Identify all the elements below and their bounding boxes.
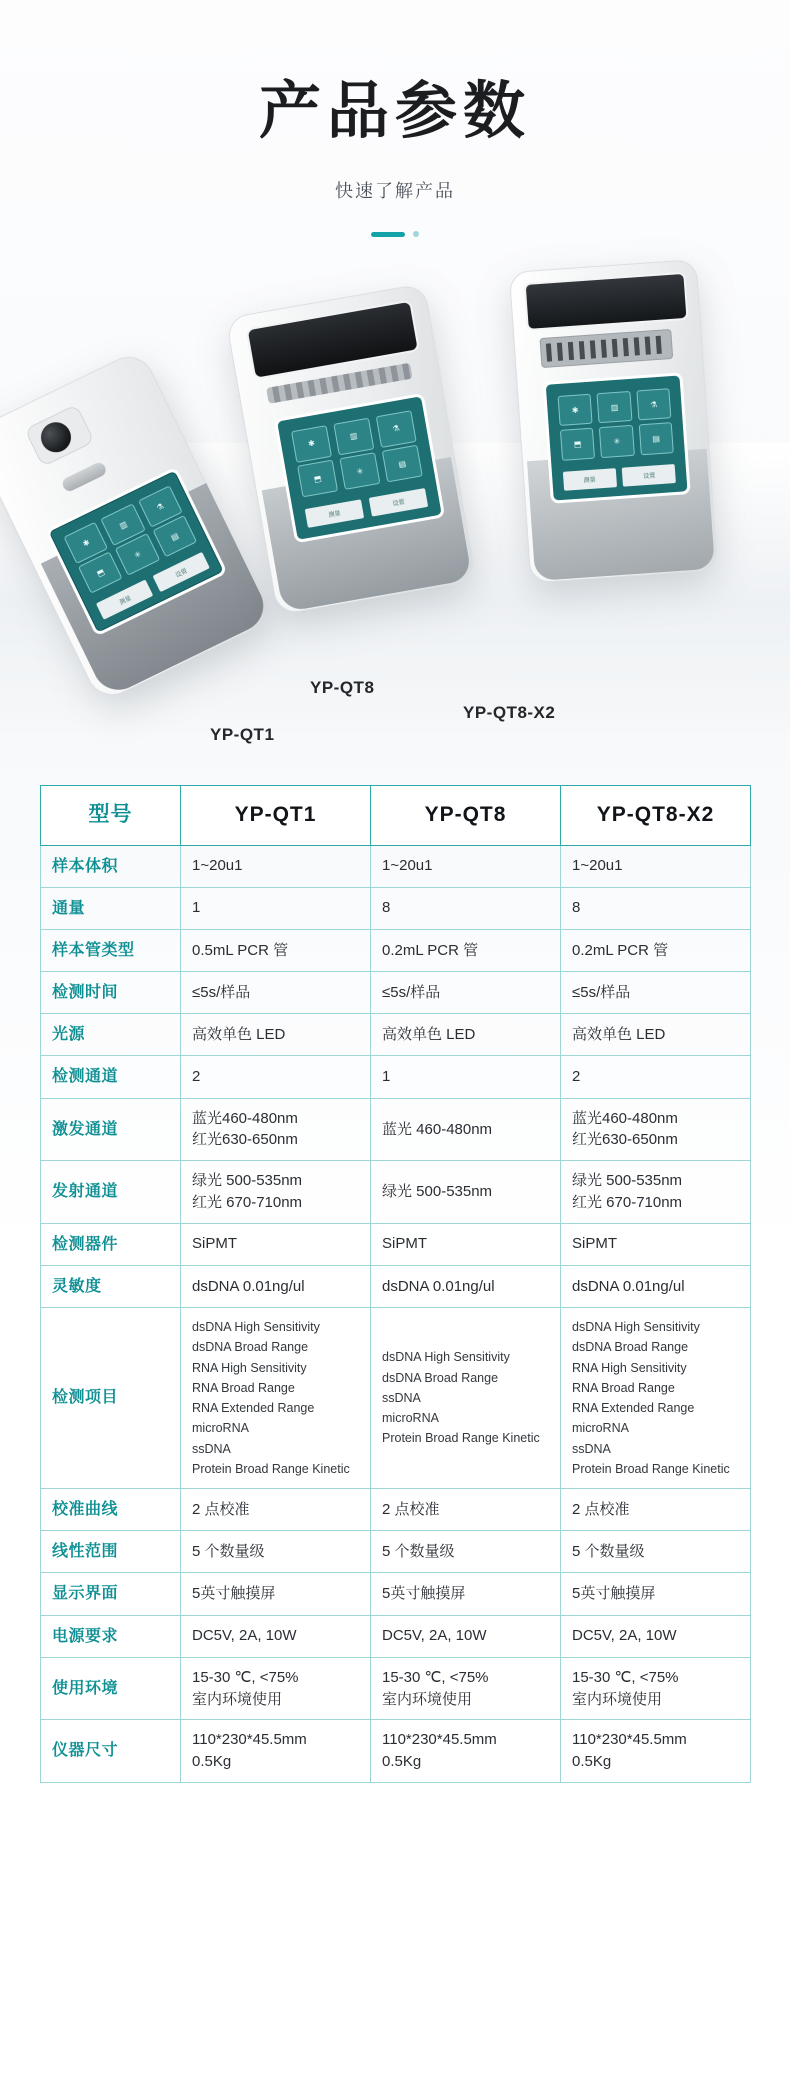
screen-menu-cell: ⬒ [297,460,339,498]
screen-footer-button: 设置 [152,552,210,592]
table-cell: 2 点校准 [561,1489,751,1531]
table-row [41,845,751,887]
screen-menu-cell: ⬒ [560,427,596,460]
table-cell: 8 [371,887,561,929]
screen-menu-cell: ▤ [152,515,197,557]
table-cell: DC5V, 2A, 10W [181,1615,371,1657]
table-cell: 2 点校准 [371,1489,561,1531]
screen-menu-cell: ▤ [638,422,674,455]
table-cell: 15-30 ℃, <75% 室内环境使用 [371,1657,561,1720]
screen-menu-cell: ⚗ [375,410,417,448]
table-cell: 2 [181,1056,371,1098]
table-cell: 2 点校准 [181,1489,371,1531]
table-row [41,1223,751,1265]
table-cell: 1~20u1 [561,845,751,887]
table-cell: 蓝光460-480nm 红光630-650nm [561,1098,751,1161]
table-cell: 5 个数量级 [181,1531,371,1573]
row-label: 检测器件 [41,1223,181,1265]
screen-footer-button: 测量 [304,500,364,529]
table-cell: 绿光 500-535nm 红光 670-710nm [181,1161,371,1224]
screen-menu-cell: ⚗ [636,388,672,421]
indicator-dot [413,231,419,237]
row-label: 样本体积 [41,845,181,887]
indicator-active-bar [371,232,405,237]
table-row [41,1098,751,1161]
table-row [41,1657,751,1720]
table-cell: 0.2mL PCR 管 [371,929,561,971]
column-header-yp-qt1: YP-QT1 [181,786,371,845]
table-cell: 5 个数量级 [371,1531,561,1573]
row-label: 仪器尺寸 [41,1720,181,1783]
row-label: 光源 [41,1014,181,1056]
table-cell: 110*230*45.5mm 0.5Kg [561,1720,751,1783]
screen-menu-cell: ⬒ [78,551,123,593]
row-label: 发射通道 [41,1161,181,1224]
table-row [41,929,751,971]
screen-menu-cell: ✱ [64,522,109,564]
table-header-row [41,786,751,845]
table-row [41,1489,751,1531]
table-cell: 8 [561,887,751,929]
page-title: 产品参数 [258,74,531,147]
page-header [0,0,790,237]
column-header-yp-qt8-x2: YP-QT8-X2 [561,786,751,845]
table-cell: SiPMT [181,1223,371,1265]
table-cell: 绿光 500-535nm 红光 670-710nm [561,1161,751,1224]
table-cell: 0.2mL PCR 管 [561,929,751,971]
screen-menu-cell: ▤ [381,445,423,483]
table-row [41,1056,751,1098]
table-cell: SiPMT [561,1223,751,1265]
screen-menu-cell: ✳ [115,533,160,575]
table-cell: 0.5mL PCR 管 [181,929,371,971]
table-row [41,1161,751,1224]
table-cell: 15-30 ℃, <75% 室内环境使用 [181,1657,371,1720]
device-yp-qt8-x2 [509,255,781,602]
table-cell: 高效单色 LED [561,1014,751,1056]
table-cell: dsDNA High Sensitivity dsDNA Broad Range RNA High Sensitivity RNA Broad Range RNA Extended Range microRNA ssDNA Protein Broad Range Kinetic [181,1308,371,1489]
table-cell: 蓝光460-480nm 红光630-650nm [181,1098,371,1161]
row-label: 电源要求 [41,1615,181,1657]
device-caption-yp-qt8: YP-QT8 [310,678,375,698]
table-cell: 110*230*45.5mm 0.5Kg [181,1720,371,1783]
screen-footer-buttons [304,488,428,528]
table-cell: dsDNA High Sensitivity dsDNA Broad Range RNA High Sensitivity RNA Broad Range RNA Extended Range microRNA ssDNA Protein Broad Range Kinetic [561,1308,751,1489]
table-row [41,1615,751,1657]
table-cell: 5英寸触摸屏 [561,1573,751,1615]
table-cell: 5英寸触摸屏 [181,1573,371,1615]
device-screen [274,393,446,543]
row-label: 激发通道 [41,1098,181,1161]
table-row [41,972,751,1014]
table-cell: ≤5s/样品 [371,972,561,1014]
screen-footer-buttons [563,464,677,490]
row-label: 检测项目 [41,1308,181,1489]
table-cell: 高效单色 LED [181,1014,371,1056]
screen-menu-cell: ▥ [597,391,633,424]
table-row [41,1308,751,1489]
table-cell: DC5V, 2A, 10W [561,1615,751,1657]
screen-footer-button: 测量 [96,579,154,619]
table-cell: 15-30 ℃, <75% 室内环境使用 [561,1657,751,1720]
row-label: 校准曲线 [41,1489,181,1531]
device-caption-yp-qt1: YP-QT1 [210,725,275,745]
row-label: 灵敏度 [41,1265,181,1307]
table-cell: 1~20u1 [181,845,371,887]
table-cell: 5英寸触摸屏 [371,1573,561,1615]
table-row [41,1014,751,1056]
device-yp-qt8 [225,273,538,643]
product-photo-group [0,263,790,773]
table-cell: 蓝光 460-480nm [371,1098,561,1161]
screen-menu-grid [557,388,674,461]
row-label: 显示界面 [41,1573,181,1615]
table-row [41,887,751,929]
row-label: 样本管类型 [41,929,181,971]
table-cell: 绿光 500-535nm [371,1161,561,1224]
table-cell: dsDNA High Sensitivity dsDNA Broad Range ssDNA microRNA Protein Broad Range Kinetic [371,1308,561,1489]
row-label: 通量 [41,887,181,929]
column-header-yp-qt8: YP-QT8 [371,786,561,845]
table-cell: 高效单色 LED [371,1014,561,1056]
carousel-indicator [0,231,790,237]
screen-menu-cell: ⚗ [138,486,183,528]
table-cell: DC5V, 2A, 10W [371,1615,561,1657]
table-cell: 1 [181,887,371,929]
table-cell: dsDNA 0.01ng/ul [371,1265,561,1307]
table-cell: ≤5s/样品 [561,972,751,1014]
page-subtitle: 快速了解产品 [335,181,455,202]
screen-footer-button: 设置 [622,464,676,486]
table-row [41,1265,751,1307]
table-cell: dsDNA 0.01ng/ul [181,1265,371,1307]
table-cell: 1~20u1 [371,845,561,887]
table-cell: SiPMT [371,1223,561,1265]
row-label: 检测时间 [41,972,181,1014]
screen-menu-cell: ✳ [339,452,381,490]
screen-menu-cell: ✳ [599,425,635,458]
row-label: 使用环境 [41,1657,181,1720]
row-label: 检测通道 [41,1056,181,1098]
screen-menu-cell: ✱ [291,425,333,463]
screen-menu-grid [291,410,423,497]
device-caption-yp-qt8-x2: YP-QT8-X2 [463,703,556,723]
table-cell: 110*230*45.5mm 0.5Kg [371,1720,561,1783]
table-row [41,1573,751,1615]
table-cell: 2 [561,1056,751,1098]
table-cell: ≤5s/样品 [181,972,371,1014]
screen-menu-cell: ✱ [557,393,593,426]
table-row [41,1531,751,1573]
row-label: 线性范围 [41,1531,181,1573]
screen-menu-cell: ▥ [101,504,146,546]
table-cell: dsDNA 0.01ng/ul [561,1265,751,1307]
spec-table-wrapper [40,785,750,1783]
column-header-model: 型号 [41,786,181,845]
screen-menu-cell: ▥ [333,418,375,456]
spec-table-body [41,845,751,1782]
spec-table-head [41,786,751,845]
screen-footer-button: 测量 [563,468,617,490]
device-screen [543,372,691,503]
table-cell: 1 [371,1056,561,1098]
screen-footer-button: 设置 [368,488,428,517]
spec-table [40,785,751,1783]
table-cell: 5 个数量级 [561,1531,751,1573]
table-row [41,1720,751,1783]
